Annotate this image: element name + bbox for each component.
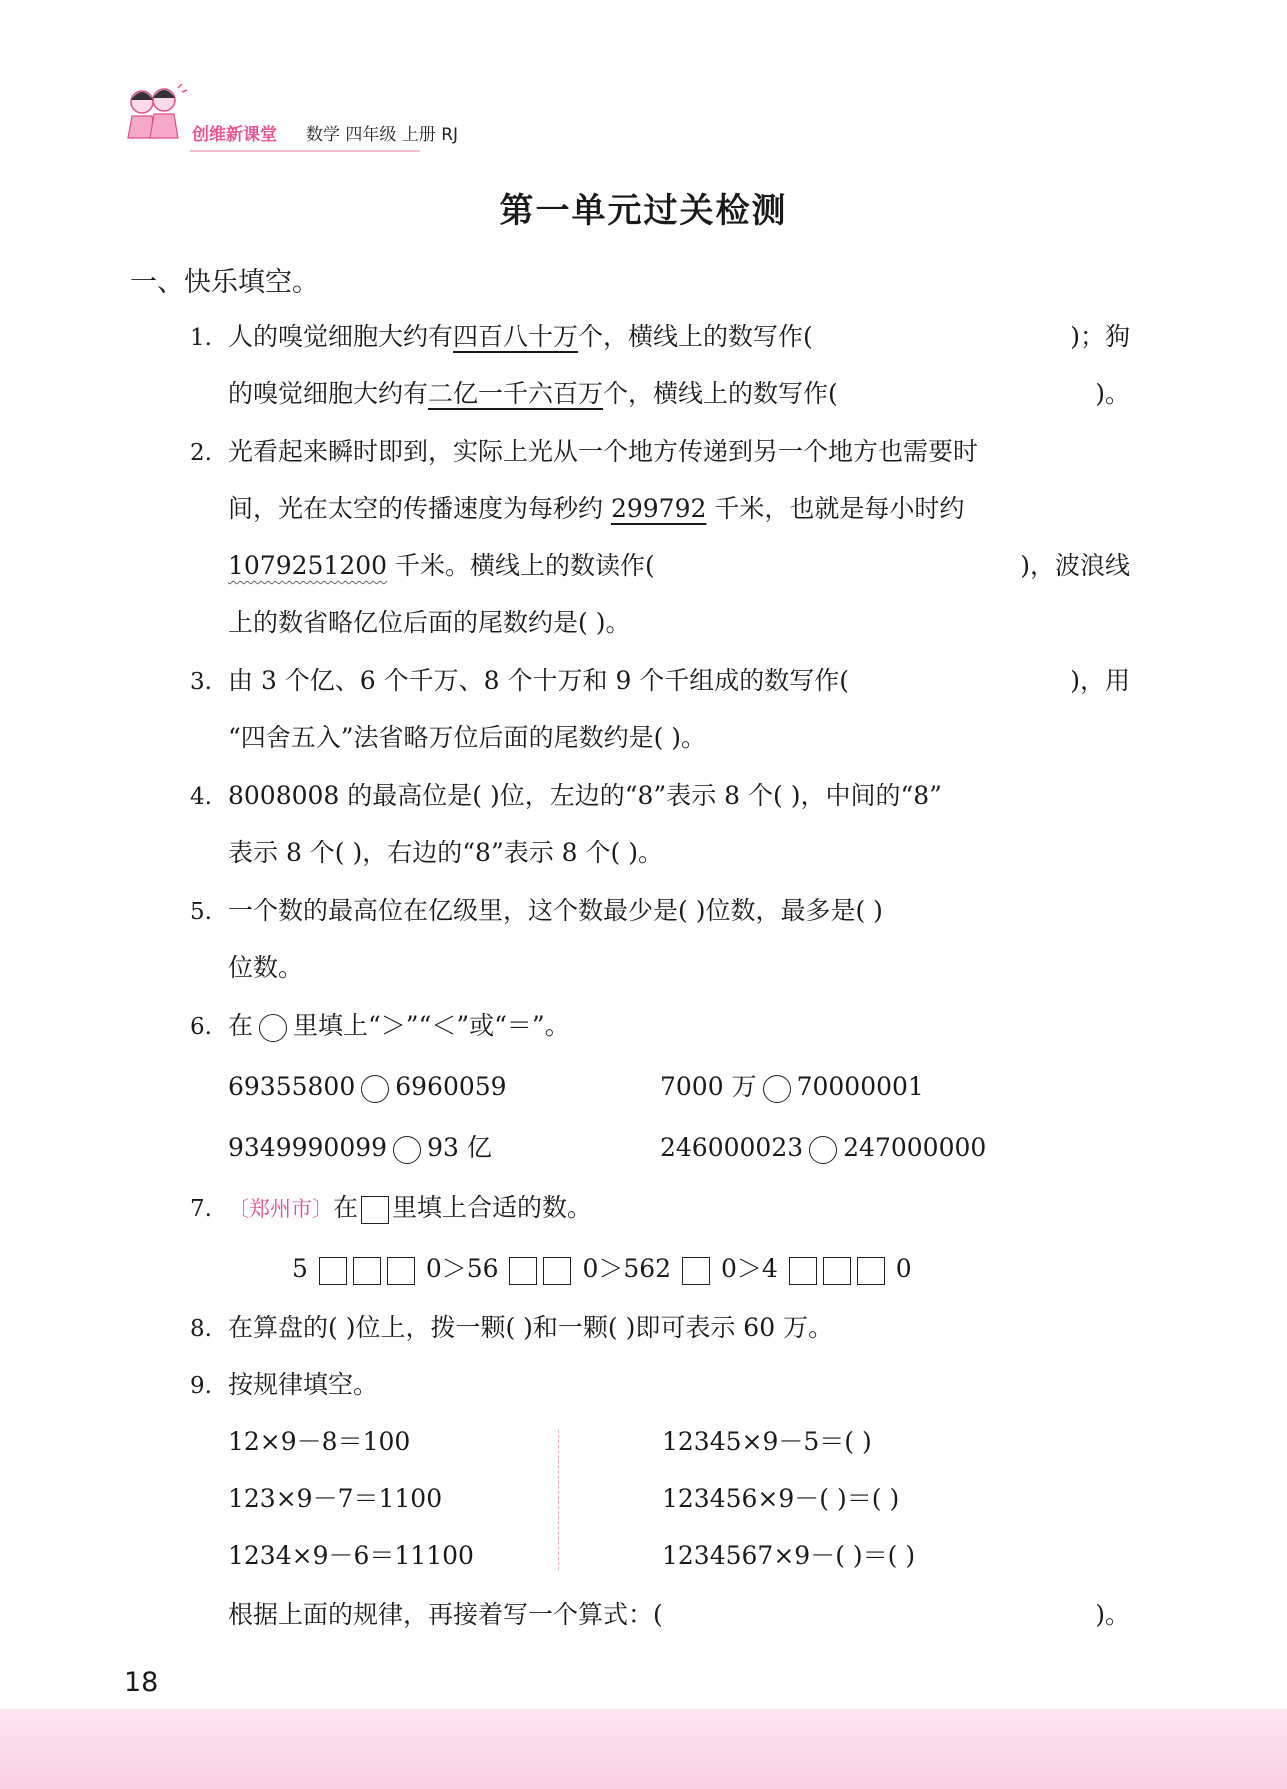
- q6-compare-4: 246000023 247000000: [660, 1133, 987, 1162]
- q2-line1: 2. 光看起来瞬时即到，实际上光从一个地方传递到另一个地方也需要时: [190, 437, 979, 466]
- q9-left-2: 123×9－7＝1100: [228, 1484, 443, 1513]
- q6-compare-1: 69355800 6960059: [228, 1072, 507, 1101]
- q1-line1: 1. 人的嗅觉细胞大约有四百八十万个，横线上的数写作( )；狗: [190, 322, 1130, 351]
- region-tag: 〔郑州市〕: [228, 1197, 333, 1221]
- header: [120, 82, 459, 162]
- digit-box[interactable]: [509, 1257, 537, 1285]
- digit-box[interactable]: [789, 1257, 817, 1285]
- q1-underline-2: 二亿一千六百万: [428, 379, 604, 408]
- q7-boxes-line: 5 0＞56 0＞562 0＞4 0: [292, 1254, 912, 1283]
- digit-box[interactable]: [543, 1257, 571, 1285]
- q9-line1: 9. 按规律填空。: [190, 1370, 379, 1399]
- q8-line1: 8. 在算盘的( )位上，拨一颗( )和一颗( )即可表示 60 万。: [190, 1313, 834, 1342]
- q2-wavy-number: 1079251200: [228, 551, 388, 580]
- digit-box[interactable]: [682, 1257, 710, 1285]
- q9-left-1: 12×9－8＝100: [228, 1427, 411, 1456]
- q1-line2: 的嗅觉细胞大约有二亿一千六百万个，横线上的数写作( )。: [228, 379, 1130, 408]
- subject-info: 数学 四年级 上册 RJ: [306, 125, 459, 145]
- q9-right-1: 12345×9－5＝( ): [662, 1427, 872, 1456]
- q5-line1: 5. 一个数的最高位在亿级里，这个数最少是( )位数，最多是( ): [190, 896, 883, 925]
- footer-band: [0, 1709, 1287, 1789]
- q9-right-2: 123456×9－( )＝( ): [662, 1484, 900, 1513]
- page-number: 18: [124, 1667, 159, 1698]
- section-heading: 一、快乐填空。: [130, 267, 319, 298]
- compare-circle-2[interactable]: [763, 1075, 791, 1103]
- compare-circle-3[interactable]: [393, 1136, 421, 1164]
- compare-circle-1[interactable]: [361, 1075, 389, 1103]
- page-title: 第一单元过关检测: [499, 191, 788, 231]
- q3-line1: 3. 由 3 个亿、6 个千万、8 个十万和 9 个千组成的数写作( )，用: [190, 666, 1130, 695]
- digit-box[interactable]: [387, 1257, 415, 1285]
- digit-box[interactable]: [857, 1257, 885, 1285]
- q6-compare-2: 7000 万 70000001: [660, 1072, 924, 1101]
- q9-left-3: 1234×9－6＝11100: [228, 1541, 474, 1570]
- digit-box[interactable]: [353, 1257, 381, 1285]
- compare-circle-4[interactable]: [809, 1136, 837, 1164]
- column-separator: [558, 1430, 559, 1570]
- q5-line2: 位数。: [228, 953, 304, 982]
- q2-line2: 间，光在太空的传播速度为每秒约 299792 千米，也就是每小时约: [228, 494, 965, 523]
- q2-line4: 上的数省略亿位后面的尾数约是( )。: [228, 608, 631, 637]
- q4-line2: 表示 8 个( )，右边的“8”表示 8 个( )。: [228, 838, 663, 867]
- q6-compare-3: 9349990099 93 亿: [228, 1133, 492, 1162]
- digit-box[interactable]: [319, 1257, 347, 1285]
- q1-underline-1: 四百八十万: [453, 322, 579, 351]
- q6-line1: 6. 在 里填上“＞”“＜”或“＝”。: [190, 1011, 570, 1040]
- q9-right-3: 1234567×9－( )＝( ): [662, 1541, 916, 1570]
- square-blank-icon: [361, 1196, 389, 1224]
- q2-line3: 1079251200 千米。横线上的数读作( )，波浪线: [228, 551, 1130, 580]
- kids-logo-icon: [120, 82, 190, 152]
- brand-name: 创维新课堂: [192, 125, 277, 145]
- q3-line2: “四舍五入”法省略万位后面的尾数约是( )。: [228, 723, 707, 752]
- circle-blank-icon: [259, 1014, 287, 1042]
- q9-last-line: 根据上面的规律，再接着写一个算式：( )。: [228, 1600, 1130, 1629]
- q2-underline: 299792: [610, 494, 707, 523]
- q7-line1: 7. 〔郑州市〕在 里填上合适的数。: [190, 1193, 593, 1222]
- digit-box[interactable]: [823, 1257, 851, 1285]
- header-divider: [190, 150, 420, 152]
- q4-line1: 4. 8008008 的最高位是( )位，左边的“8”表示 8 个( )，中间的“8”: [190, 781, 942, 810]
